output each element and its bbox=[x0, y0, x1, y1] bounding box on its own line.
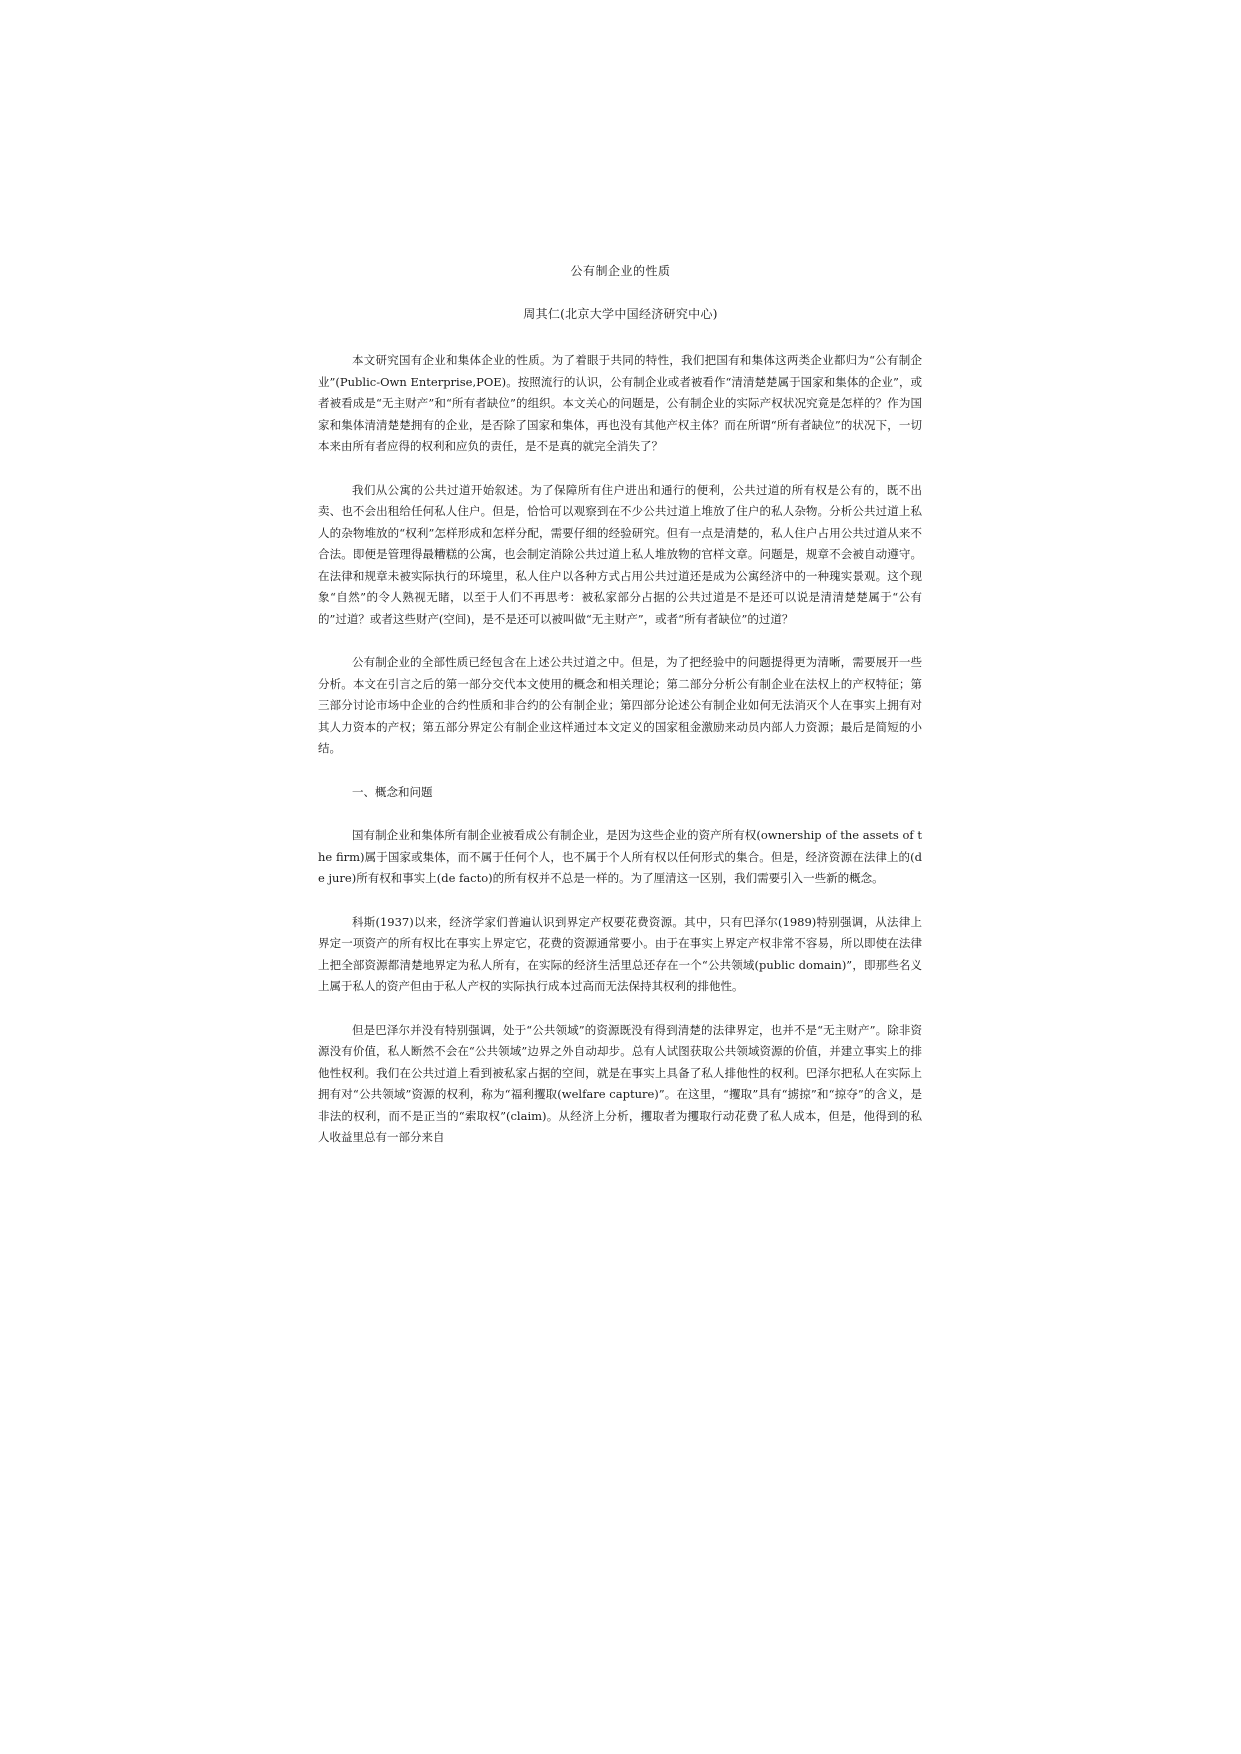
paragraph-section-2: 科斯(1937)以来，经济学家们普遍认识到界定产权要花费资源。其中，只有巴泽尔(1989)特别强调，从法律上界定一项资产的所有权比在事实上界定它，花费的资源通常要小。由于在事实上界定产权非常不容易，所以即使在法律上把全部资源都清楚地界定为私人所有，在实际的经济生活里总还存在一个“公共领域(public domain)”，即那些名义上属于私人的资产但由于私人产权的实际执行成本过高而无法保持其权利的排他性。 bbox=[318, 914, 922, 993]
paragraph-intro-1: 本文研究国有企业和集体企业的性质。为了着眼于共同的特性，我们把国有和集体这两类企业都归为“公有制企业”(Public-Own Enterprise,POE)。按照流行的认识，公有制企业或者被看作“清清楚楚属于国家和集体的企业”，或者被看成是“无主财产”和“所有者缺位”的组织。本文关心的问题是，公有制企业的实际产权状况究竟是怎样的？作为国家和集体清清楚楚拥有的企业，是否除了国家和集体，再也没有其他产权主体？而在所谓“所有者缺位”的状况下，一切本来由所有者应得的权利和应负的责任，是不是真的就完全消失了？ bbox=[318, 353, 922, 453]
section-heading: 一、概念和问题 bbox=[352, 784, 433, 799]
page-title: 公有制企业的性质 bbox=[570, 264, 671, 278]
author-line: 周其仁(北京大学中国经济研究中心) bbox=[523, 307, 718, 321]
paragraph-section-1: 国有制企业和集体所有制企业被看成公有制企业，是因为这些企业的资产所有权(ownership of the assets of the firm)属于国家或集体，而不属于任何个人，也不属于个人所有权以任何形式的集合。但是，经济资源在法律上的(de jure)所有权和事实上(de facto)的所有权并不总是一样的。为了厘清这一区别，我们需要引入一些新的概念。 bbox=[318, 828, 922, 885]
paragraph-intro-2: 我们从公寓的公共过道开始叙述。为了保障所有住户进出和通行的便利，公共过道的所有权是公有的，既不出卖、也不会出租给任何私人住户。但是，恰恰可以观察到在不少公共过道上堆放了住户的私人杂物。分析公共过道上私人的杂物堆放的“权利”怎样形成和怎样分配，需要仔细的经验研究。但有一点是清楚的，私人住户占用公共过道从来不合法。即便是管理得最糟糕的公寓，也会制定消除公共过道上私人堆放物的官样文章。问题是，规章不会被自动遵守。在法律和规章未被实际执行的环境里，私人住户以各种方式占用公共过道还是成为公寓经济中的一种瑰实景观。这个现象“自然”的令人熟视无睹，以至于人们不再思考：被私家部分占据的公共过道是不是还可以说是清清楚楚属于“公有的”过道？或者这些财产(空间)，是不是还可以被叫做“无主财产”，或者“所有者缺位”的过道？ bbox=[318, 482, 922, 626]
paragraph-intro-3: 公有制企业的全部性质已经包含在上述公共过道之中。但是，为了把经验中的问题提得更为清晰，需要展开一些分析。本文在引言之后的第一部分交代本文使用的概念和相关理论；第二部分分析公有制企业在法权上的产权特征；第三部分讨论市场中企业的合约性质和非合约的公有制企业；第四部分论述公有制企业如何无法消灭个人在事实上拥有对其人力资本的产权；第五部分界定公有制企业这样通过本文定义的国家租金激励来动员内部人力资源；最后是简短的小结。 bbox=[318, 655, 922, 755]
document-body bbox=[318, 350, 922, 1171]
paragraph-section-3: 但是巴泽尔并没有特别强调，处于“公共领域”的资源既没有得到清楚的法律界定，也并不是“无主财产”。除非资源没有价值，私人断然不会在“公共领域”边界之外自动却步。总有人试图获取公共领域资源的价值，并建立事实上的排他性权利。我们在公共过道上看到被私家占据的空间，就是在事实上具备了私人排他性的权利。巴泽尔把私人在实际上拥有对“公共领域”资源的权利，称为“福利攫取(welfare capture)”。在这里，“攫取”具有“掳掠”和“掠夺”的含义，是非法的权利，而不是正当的“索取权”(claim)。从经济上分析，攫取者为攫取行动花费了私人成本，但是，他得到的私人收益里总有一部分来自 bbox=[318, 1022, 922, 1144]
